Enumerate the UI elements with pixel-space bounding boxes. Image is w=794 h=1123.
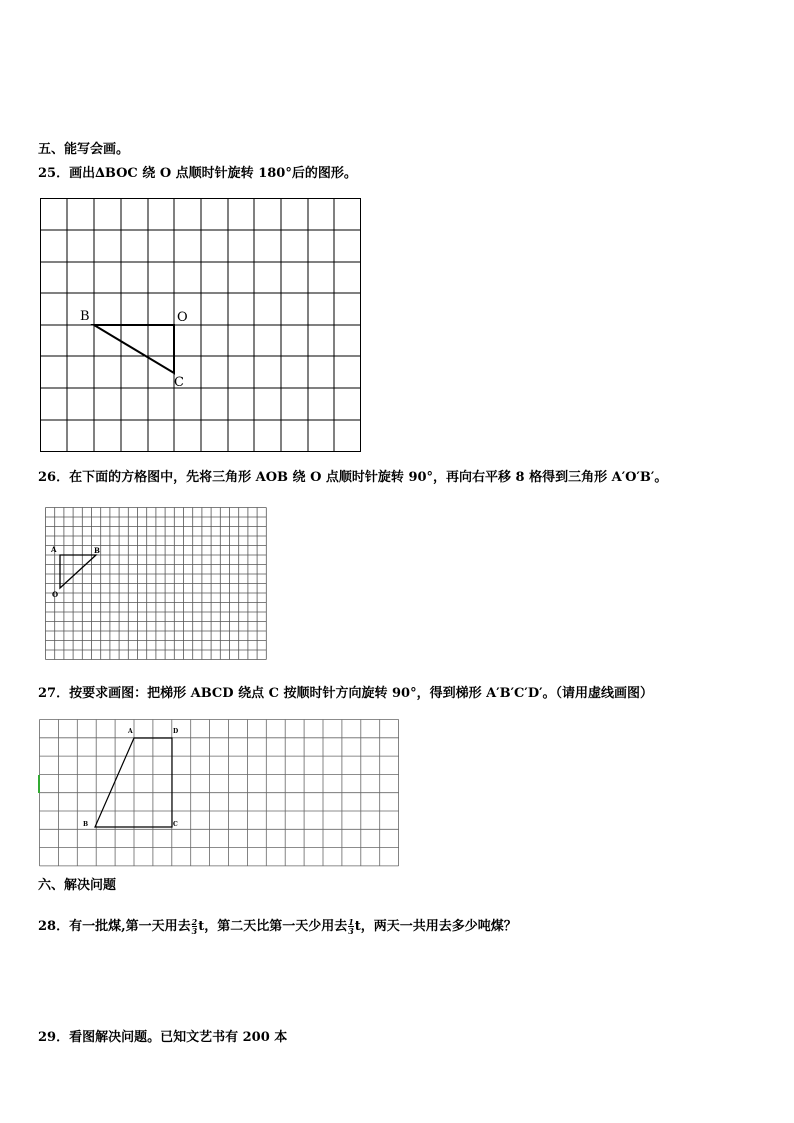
q28-prefix: 28．有一批煤,第一天用去 [38, 919, 191, 934]
point-label-o: O [52, 590, 59, 599]
point-label-d: D [173, 728, 179, 735]
question-29-text: 29．看图解决问题。已知文艺书有 200 本 [38, 1030, 288, 1045]
question-28-text [38, 918, 517, 935]
fraction-two-thirds [192, 918, 198, 935]
point-label-a: A [128, 728, 133, 735]
question-26-text: 26．在下面的方格图中，先将三角形 AOB 绕 O 点顺时针旋转 90°，再向右平移 8 格得到三角形 A′O′B′。 [38, 470, 668, 485]
point-label-o: O [177, 310, 188, 325]
fraction-numerator: 2 [191, 917, 198, 927]
point-label-b: B [80, 309, 90, 324]
point-label-c: C [173, 821, 178, 828]
fraction-denominator: 3 [348, 926, 354, 936]
question-25-text: 25．画出∆BOC 绕 O 点顺时针旋转 180°后的图形。 [38, 166, 357, 181]
q28-mid: t，第二天比第一天少用去 [198, 919, 348, 934]
fraction-denominator: 3 [191, 926, 198, 936]
point-label-b: B [94, 546, 100, 555]
grid-q27 [38, 718, 400, 868]
point-label-a: A [51, 545, 57, 554]
point-label-b: B [83, 821, 89, 828]
q28-suffix: t，两天一共用去多少吨煤？ [354, 919, 517, 934]
question-27-text: 27．按要求画图：把梯形 ABCD 绕点 C 按顺时针方向旋转 90°，得到梯形 A′B′C′D′。（请用虚线画图） [38, 686, 654, 701]
section-5-title: 五、能写会画。 [38, 142, 130, 157]
point-label-c: C [174, 375, 184, 390]
fraction-numerator: 1 [348, 917, 354, 927]
section-6-title: 六、解决问题 [38, 878, 117, 893]
grid-q25 [38, 196, 364, 454]
fraction-one-third [348, 918, 354, 935]
grid-q26 [44, 506, 270, 662]
